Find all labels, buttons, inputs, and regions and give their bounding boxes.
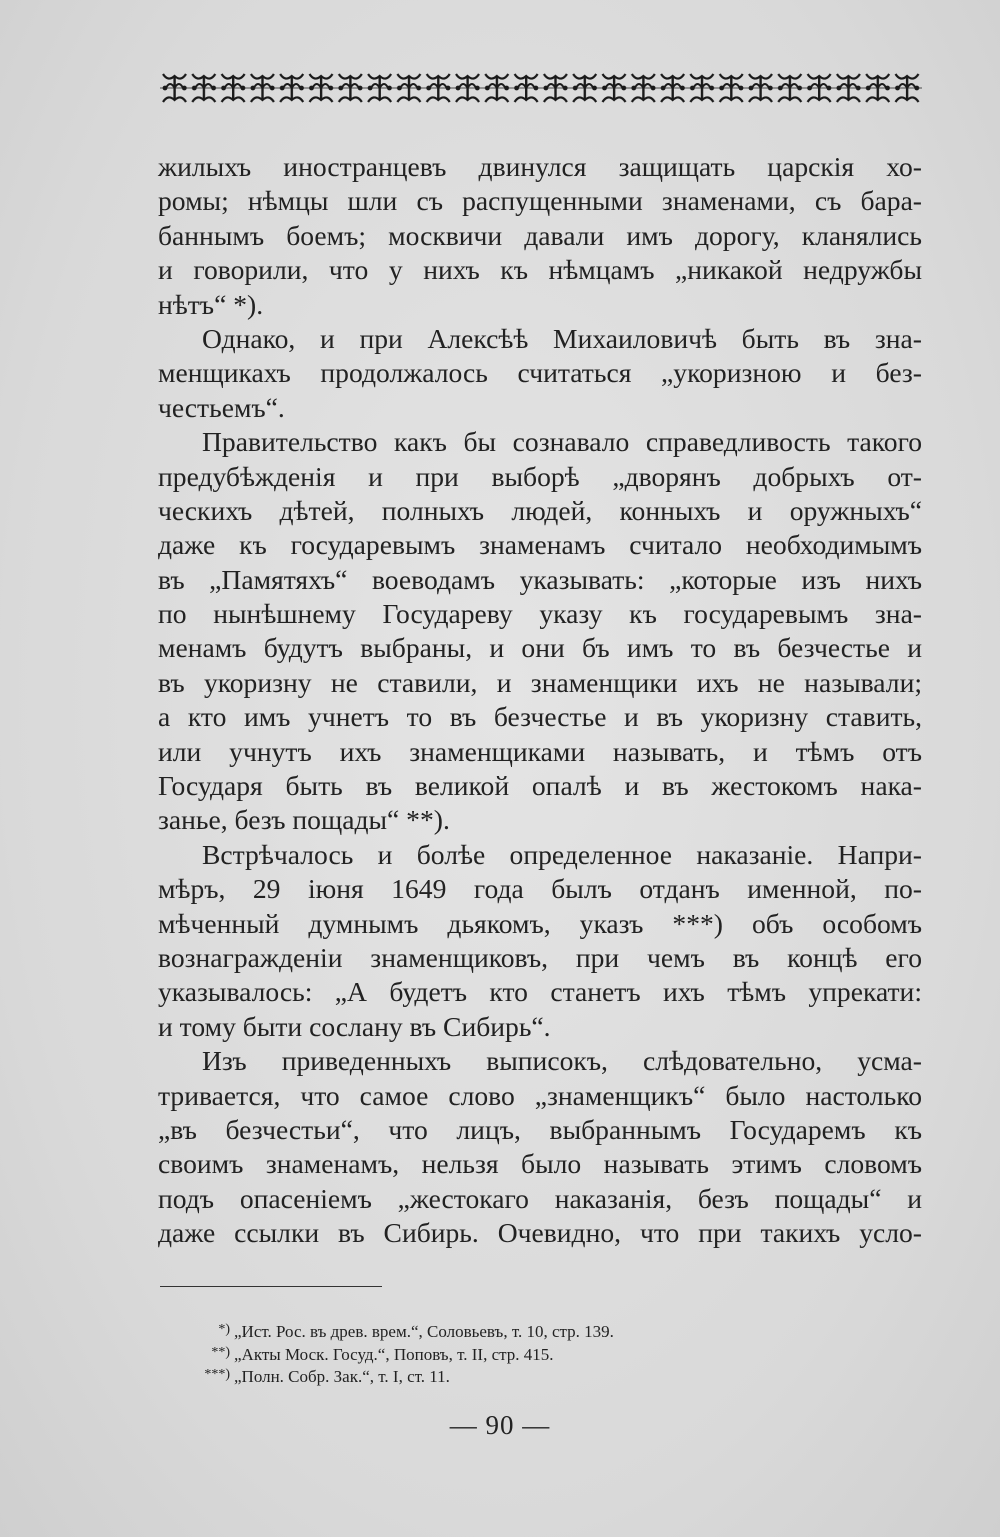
- text-line: мѣченный думнымъ дьякомъ, указъ ***) объ особомъ: [158, 907, 922, 939]
- text-line: предубѣжденія и при выборѣ „дворянъ добрыхъ от-: [158, 460, 922, 492]
- footnote-text: „Ист. Рос. въ древ. врем.“, Соловьевъ, т. 10, стр. 139.: [234, 1322, 614, 1341]
- body-text: [158, 150, 922, 1251]
- footnote: [186, 1320, 786, 1343]
- text-line: баннымъ боемъ; москвичи давали имъ дорогу, кланялись: [158, 219, 922, 251]
- text-line: по нынѣшнему Государеву указу къ государевымъ зна-: [158, 598, 922, 630]
- text-line: „въ безчестьи“, что лицъ, выбраннымъ Государемъ къ: [158, 1113, 922, 1145]
- text-line: жилыхъ иностранцевъ двинулся защищать царскія хо-: [158, 151, 922, 182]
- text-line: въ укоризну не ставили, и знаменщики ихъ не называли;: [158, 666, 922, 698]
- text-line: въ „Памятяхъ“ воеводамъ указывать: „которые изъ нихъ: [158, 563, 922, 595]
- footnote-mark: **): [211, 1344, 230, 1360]
- text-line: Правительство какъ бы сознавало справедливость такого: [202, 426, 922, 458]
- footnote-mark: ***): [204, 1367, 230, 1382]
- text-line: мѣръ, 29 іюня 1649 года былъ отданъ именной, по-: [158, 873, 922, 905]
- text-line: нѣтъ“ *).: [158, 288, 264, 320]
- text-line: вознагражденіи знаменщиковъ, при чемъ въ концѣ его: [158, 941, 922, 973]
- footnote-mark: *): [218, 1322, 230, 1337]
- text-line: а кто имъ учнетъ то въ безчестье и въ укоризну ставить,: [158, 701, 922, 733]
- text-line: даже къ государевымъ знаменамъ считало необходимымъ: [158, 529, 922, 561]
- text-line: ческихъ дѣтей, полныхъ людей, конныхъ и оружныхъ“: [158, 494, 922, 526]
- text-line: Встрѣчалось и болѣе определенное наказаніе. Напри-: [202, 838, 922, 870]
- text-line: указывалось: „А будетъ кто станетъ ихъ тѣмъ упрекати:: [158, 976, 922, 1008]
- text-line: честьемъ“.: [158, 391, 285, 423]
- text-line: и тому быти сослану въ Сибирь“.: [158, 1010, 551, 1042]
- footnote-text: „Акты Моск. Госуд.“, Поповъ, т. II, стр. 415.: [234, 1344, 554, 1364]
- footnote: [186, 1365, 786, 1388]
- text-line: или учнутъ ихъ знаменщиками называть, и тѣмъ отъ: [158, 735, 922, 767]
- text-line: подъ опасеніемъ „жестокаго наказанія, безъ пощады“ и: [158, 1182, 922, 1214]
- footnote-separator-rule: [160, 1286, 382, 1287]
- page-number: — 90 —: [449, 1410, 551, 1440]
- text-line: менщикахъ продолжалось считаться „укоризною и без-: [158, 357, 922, 389]
- text-line: Однако, и при Алексѣѣ Михаиловичѣ быть въ зна-: [202, 322, 922, 354]
- text-line: занье, безъ пощады“ **).: [158, 804, 450, 836]
- text-line: своимъ знаменамъ, нельзя было называть этимъ словомъ: [158, 1148, 922, 1180]
- text-line: даже ссылки въ Сибирь. Очевидно, что при такихъ усло-: [158, 1217, 922, 1249]
- footnote-text: „Полн. Собр. Зак.“, т. I, ст. 11.: [234, 1367, 450, 1386]
- text-line: менамъ будутъ выбраны, и они бъ имъ то въ безчестье и: [158, 632, 922, 664]
- text-line: Государя быть въ великой опалѣ и въ жестокомъ нака-: [158, 770, 922, 802]
- footnotes: [186, 1320, 786, 1388]
- decorative-ornament-border: [160, 70, 922, 106]
- text-line: тривается, что самое слово „знаменщикъ“ было настолько: [158, 1079, 922, 1111]
- text-line: и говорили, что у нихъ къ нѣмцамъ „никакой недружбы: [158, 254, 922, 286]
- text-line: Изъ приведенныхъ выписокъ, слѣдовательно, усма-: [202, 1045, 922, 1077]
- text-line: ромы; нѣмцы шли съ распущенными знаменами, съ бара-: [158, 185, 922, 217]
- footnote: [186, 1343, 786, 1366]
